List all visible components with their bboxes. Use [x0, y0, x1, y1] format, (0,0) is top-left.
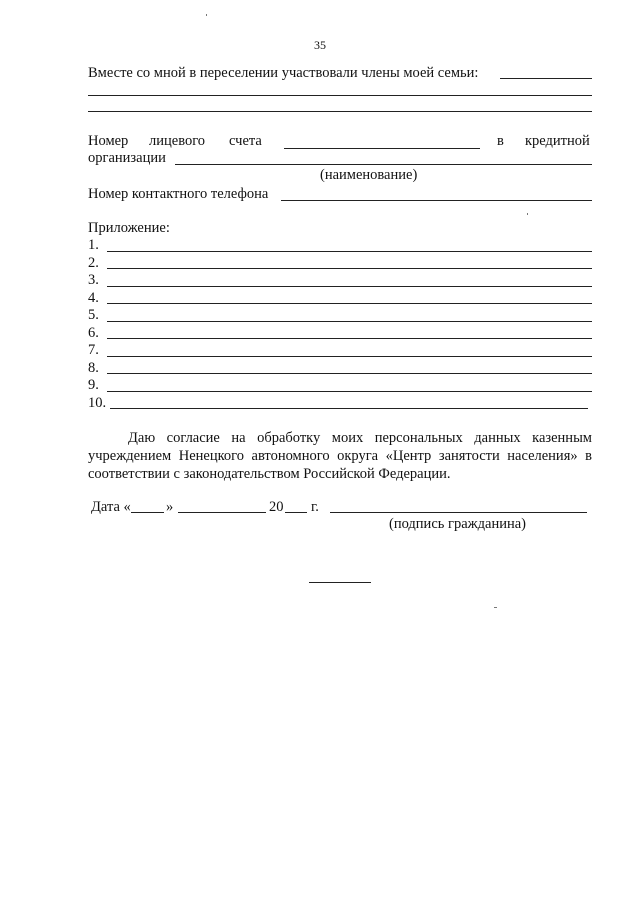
scan-speck — [527, 213, 528, 215]
org-caption: (наименование) — [320, 167, 418, 183]
consent-line-3: соответствии с законодательством Российской Федерации. — [88, 466, 451, 482]
date-year-field[interactable] — [285, 512, 307, 513]
attachment-item-field[interactable] — [107, 286, 592, 287]
account-credit-word: кредитной — [525, 133, 590, 149]
consent-paragraph — [88, 429, 592, 483]
attachment-item-field[interactable] — [107, 251, 592, 252]
org-name-field[interactable] — [175, 164, 592, 165]
date-label: Дата « — [91, 499, 131, 515]
closing-separator — [309, 582, 371, 583]
scan-speck — [494, 607, 497, 608]
attachment-item-number: 1. — [88, 237, 99, 253]
attachment-item-field[interactable] — [107, 391, 592, 392]
account-label-word1: Номер — [88, 133, 129, 149]
date-year-suffix: г. — [311, 499, 319, 515]
attachment-item-field[interactable] — [107, 356, 592, 357]
family-label: Вместе со мной в переселении участвовали члены моей семьи: — [88, 65, 479, 81]
attachment-title: Приложение: — [88, 220, 170, 236]
date-day-field[interactable] — [131, 512, 164, 513]
account-in-word: в — [497, 133, 504, 149]
account-label-word2: лицевого — [149, 133, 206, 149]
attachment-item-field[interactable] — [107, 321, 592, 322]
signature-field[interactable] — [330, 512, 587, 513]
consent-line-2: учреждением Ненецкого автономного округа «Центр занятости населения» в — [88, 448, 592, 464]
family-field-line-2[interactable] — [88, 95, 592, 96]
date-close-quote: » — [166, 499, 174, 515]
family-field-line-1[interactable] — [500, 78, 592, 79]
attachment-item-number: 4. — [88, 290, 99, 306]
attachment-item-number: 6. — [88, 325, 99, 341]
attachment-item-number: 3. — [88, 272, 99, 288]
attachment-item-number: 7. — [88, 342, 99, 358]
consent-line-1: Даю согласие на обработку моих персональных данных казенным — [128, 430, 592, 446]
scan-speck — [206, 14, 207, 16]
attachment-item-number: 8. — [88, 360, 99, 376]
signature-caption: (подпись гражданина) — [389, 516, 526, 532]
attachment-item-number: 9. — [88, 377, 99, 393]
attachment-item-field[interactable] — [110, 408, 588, 409]
attachment-item-field[interactable] — [107, 373, 592, 374]
attachment-item-field[interactable] — [107, 303, 592, 304]
page-number: 35 — [314, 38, 326, 52]
date-year-prefix: 20 — [269, 499, 284, 515]
org-label: организации — [88, 150, 166, 166]
account-label-word3: счета — [229, 133, 262, 149]
attachment-item-field[interactable] — [107, 338, 592, 339]
attachment-item-number: 10. — [88, 395, 107, 411]
phone-label: Номер контактного телефона — [88, 186, 269, 202]
date-month-field[interactable] — [178, 512, 266, 513]
phone-field[interactable] — [281, 200, 592, 201]
family-field-line-3[interactable] — [88, 111, 592, 112]
account-number-field[interactable] — [284, 148, 480, 149]
attachment-item-number: 2. — [88, 255, 99, 271]
attachment-item-field[interactable] — [107, 268, 592, 269]
attachment-item-number: 5. — [88, 307, 99, 323]
